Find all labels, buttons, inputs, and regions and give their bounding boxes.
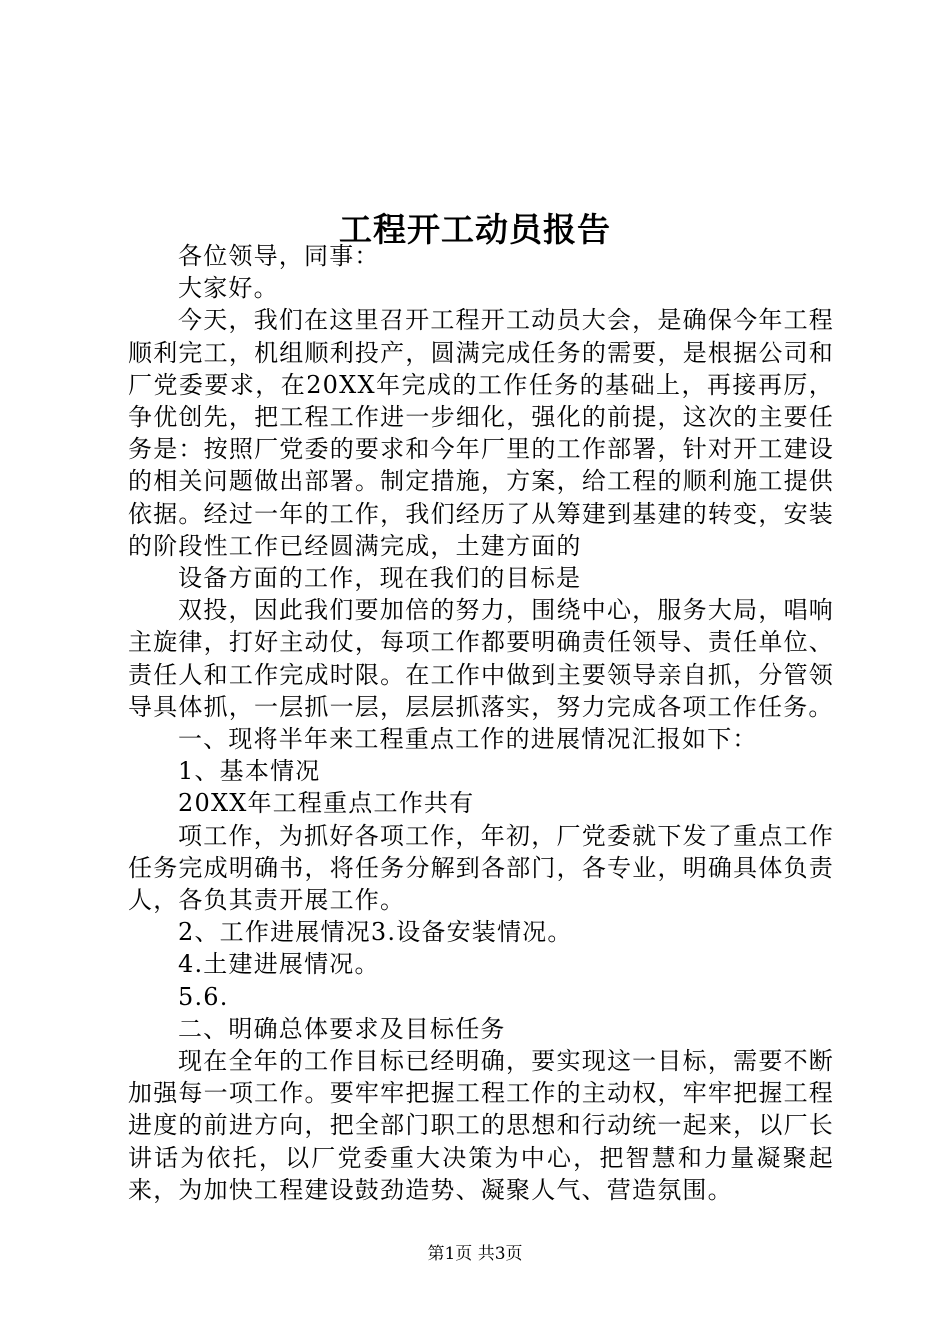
section-heading-1: 一、现将半年来工程重点工作的进展情况汇报如下： (178, 725, 758, 754)
requirements-paragraph: 现在全年的工作目标已经明确，要实现这一目标，需要不断加强每一项工作。要牢牢把握工程工作的主动权，牢牢把握工程进度的前进方向，把全部门职工的思想和行动统一起来，以厂长讲话为依托，以厂党委重大决策为中心，把智慧和力量凝聚起来，为加快工程建设鼓劲造势、凝聚人气、营造氛围。 (128, 1047, 834, 1204)
numbered-items: 5.6. (178, 982, 229, 1011)
subsection-heading-basic: 1、基本情况 (178, 757, 321, 786)
section-heading-2: 二、明确总体要求及目标任务 (178, 1014, 506, 1043)
page-footer: 第1页 共3页 (427, 1244, 523, 1264)
greeting-paragraph: 各位领导，同事： (178, 242, 380, 270)
goal-paragraph: 双投，因此我们要加倍的努力，围绕中心，服务大局，唱响主旋律，打好主动仗，每项工作都要明确责任领导、责任单位、责任人和工作完成时限。在工作中做到主要领导亲自抓，分管领导具体抓，一层抓一层，层层抓落实，努力完成各项工作任务。 (128, 596, 834, 721)
document-body (128, 240, 834, 1206)
document-title: 工程开工动员报告 (339, 210, 611, 250)
salutation-paragraph: 大家好。 (178, 274, 279, 303)
intro-paragraph: 今天，我们在这里召开工程开工动员大会，是确保今年工程顺利完工，机组顺利投产，圆满完成任务的需要，是根据公司和厂党委要求，在20XX年完成的工作任务的基础上，再接再厉，争优创先，把工程工作进一步细化，强化的前提，这次的主要任务是：按照厂党委的要求和今年厂里的工作部署，针对开工建设的相关问题做出部署。制定措施，方案，给工程的顺利施工提供依据。经过一年的工作，我们经历了从筹建到基建的转变，安装的阶段性工作已经圆满完成，土建方面的 (128, 306, 834, 560)
civil-progress-heading: 4.土建进展情况。 (178, 950, 380, 979)
progress-heading: 2、工作进展情况3.设备安装情况。 (178, 918, 573, 947)
key-work-paragraph: 20XX年工程重点工作共有 (178, 789, 475, 818)
equipment-paragraph: 设备方面的工作，现在我们的目标是 (178, 564, 582, 593)
task-paragraph: 项工作，为抓好各项工作，年初，厂党委就下发了重点工作任务完成明确书，将任务分解到各部门，各专业，明确具体负责人，各负其责开展工作。 (128, 821, 834, 915)
